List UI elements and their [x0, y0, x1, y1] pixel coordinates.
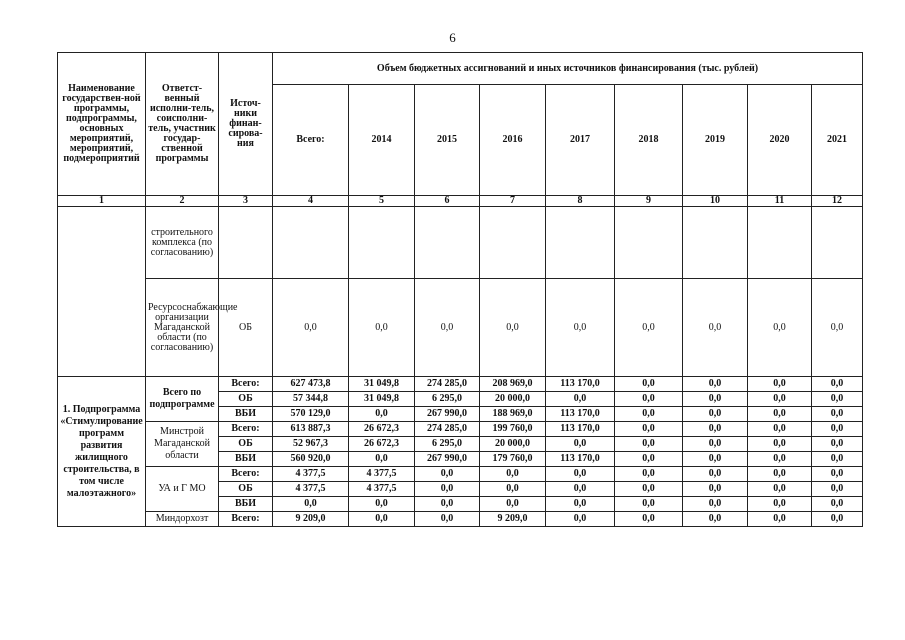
executor-cell: УА и Г МО — [146, 467, 219, 512]
value-cell: 0,0 — [415, 497, 480, 512]
value-cell: 0,0 — [748, 407, 812, 422]
value-cell: 20 000,0 — [480, 392, 546, 407]
table-row — [58, 467, 863, 482]
value-cell: 0,0 — [546, 279, 615, 377]
header-year: 2017 — [546, 85, 615, 196]
value-cell: 560 920,0 — [273, 452, 349, 467]
value-cell: 0,0 — [480, 482, 546, 497]
column-index: 1 — [58, 196, 146, 207]
column-index: 11 — [748, 196, 812, 207]
source-cell: ВБИ — [219, 407, 273, 422]
value-cell — [546, 207, 615, 279]
subprogram-name-cell: 1. Подпрограмма «Стимулирование программ развития жилищного строительства, в том числе малоэтажного» — [58, 377, 146, 527]
value-cell: 0,0 — [748, 377, 812, 392]
value-cell: 0,0 — [812, 279, 863, 377]
value-cell: 6 295,0 — [415, 437, 480, 452]
value-cell: 0,0 — [748, 497, 812, 512]
value-cell — [683, 207, 748, 279]
value-cell: 0,0 — [683, 407, 748, 422]
header-year: 2018 — [615, 85, 683, 196]
column-index: 10 — [683, 196, 748, 207]
header-year: 2016 — [480, 85, 546, 196]
value-cell: 0,0 — [812, 452, 863, 467]
value-cell: 0,0 — [615, 512, 683, 527]
header-budget-group: Объем бюджетных ассигнований и иных источников финансирования (тыс. рублей) — [273, 53, 863, 85]
source-cell — [219, 207, 273, 279]
column-index: 9 — [615, 196, 683, 207]
value-cell: 0,0 — [812, 377, 863, 392]
value-cell: 188 969,0 — [480, 407, 546, 422]
value-cell: 0,0 — [748, 512, 812, 527]
value-cell: 6 295,0 — [415, 392, 480, 407]
value-cell: 0,0 — [812, 497, 863, 512]
value-cell — [480, 207, 546, 279]
value-cell: 0,0 — [415, 279, 480, 377]
table-row — [58, 512, 863, 527]
value-cell: 0,0 — [415, 467, 480, 482]
value-cell: 0,0 — [546, 512, 615, 527]
executor-cell: Миндорхозт — [146, 512, 219, 527]
value-cell: 627 473,8 — [273, 377, 349, 392]
value-cell: 267 990,0 — [415, 407, 480, 422]
value-cell: 0,0 — [683, 422, 748, 437]
value-cell: 0,0 — [748, 422, 812, 437]
value-cell: 0,0 — [615, 482, 683, 497]
value-cell: 4 377,5 — [273, 482, 349, 497]
value-cell: 0,0 — [748, 437, 812, 452]
source-cell: Всего: — [219, 512, 273, 527]
value-cell: 0,0 — [683, 452, 748, 467]
value-cell: 0,0 — [812, 512, 863, 527]
value-cell: 267 990,0 — [415, 452, 480, 467]
value-cell — [415, 207, 480, 279]
value-cell: 4 377,5 — [349, 467, 415, 482]
value-cell: 0,0 — [683, 392, 748, 407]
value-cell — [812, 207, 863, 279]
value-cell: 0,0 — [683, 497, 748, 512]
value-cell: 570 129,0 — [273, 407, 349, 422]
value-cell: 0,0 — [748, 392, 812, 407]
header-total: Всего: — [273, 85, 349, 196]
value-cell: 0,0 — [748, 467, 812, 482]
header-year: 2019 — [683, 85, 748, 196]
value-cell: 4 377,5 — [349, 482, 415, 497]
column-index: 3 — [219, 196, 273, 207]
value-cell: 613 887,3 — [273, 422, 349, 437]
value-cell: 113 170,0 — [546, 452, 615, 467]
source-cell: Всего: — [219, 422, 273, 437]
value-cell: 0,0 — [349, 407, 415, 422]
value-cell: 0,0 — [349, 452, 415, 467]
value-cell: 179 760,0 — [480, 452, 546, 467]
source-cell: Всего: — [219, 377, 273, 392]
value-cell: 0,0 — [812, 482, 863, 497]
table-row — [58, 422, 863, 437]
value-cell: 31 049,8 — [349, 392, 415, 407]
value-cell: 0,0 — [812, 407, 863, 422]
source-cell: ОБ — [219, 437, 273, 452]
value-cell: 0,0 — [546, 437, 615, 452]
value-cell: 208 969,0 — [480, 377, 546, 392]
value-cell: 0,0 — [615, 467, 683, 482]
value-cell: 0,0 — [812, 392, 863, 407]
executor-cell: Ресурсоснабжающие организации Магаданской области (по согласованию) — [146, 279, 219, 377]
value-cell: 57 344,8 — [273, 392, 349, 407]
source-cell: Всего: — [219, 467, 273, 482]
value-cell: 31 049,8 — [349, 377, 415, 392]
value-cell: 199 760,0 — [480, 422, 546, 437]
value-cell: 26 672,3 — [349, 437, 415, 452]
column-index: 7 — [480, 196, 546, 207]
header-year: 2021 — [812, 85, 863, 196]
source-cell: ОБ — [219, 482, 273, 497]
header-year: 2015 — [415, 85, 480, 196]
value-cell: 0,0 — [349, 512, 415, 527]
header-program-name: Наименование государствен-ной программы, подпрограммы, основных мероприятий, мероприятий, подмероприятий — [58, 53, 146, 196]
value-cell: 0,0 — [683, 512, 748, 527]
header-executor: Ответст-венный исполни-тель, соисполни-тель, участник государ-ственной программы — [146, 53, 219, 196]
value-cell — [748, 207, 812, 279]
value-cell: 4 377,5 — [273, 467, 349, 482]
source-cell: ОБ — [219, 392, 273, 407]
header-funding-source: Источ-ники финан-сирова-ния — [219, 53, 273, 196]
value-cell: 0,0 — [615, 422, 683, 437]
value-cell: 0,0 — [349, 279, 415, 377]
value-cell: 20 000,0 — [480, 437, 546, 452]
budget-table — [57, 52, 863, 527]
value-cell: 0,0 — [546, 467, 615, 482]
value-cell: 0,0 — [480, 497, 546, 512]
value-cell: 26 672,3 — [349, 422, 415, 437]
value-cell — [615, 207, 683, 279]
value-cell: 0,0 — [748, 279, 812, 377]
value-cell: 0,0 — [683, 437, 748, 452]
table-row — [58, 377, 863, 392]
value-cell: 0,0 — [273, 279, 349, 377]
source-cell: ОБ — [219, 279, 273, 377]
value-cell: 0,0 — [615, 377, 683, 392]
value-cell: 0,0 — [349, 497, 415, 512]
column-index: 2 — [146, 196, 219, 207]
column-index: 5 — [349, 196, 415, 207]
value-cell: 0,0 — [480, 467, 546, 482]
value-cell: 0,0 — [683, 279, 748, 377]
program-name-cell — [58, 207, 146, 377]
value-cell: 0,0 — [812, 437, 863, 452]
value-cell: 0,0 — [615, 437, 683, 452]
column-index: 8 — [546, 196, 615, 207]
value-cell: 0,0 — [615, 279, 683, 377]
value-cell: 274 285,0 — [415, 422, 480, 437]
table-row — [58, 279, 863, 377]
table-row — [58, 207, 863, 279]
value-cell: 0,0 — [748, 452, 812, 467]
page-number: 6 — [449, 30, 456, 45]
value-cell: 0,0 — [615, 392, 683, 407]
value-cell: 274 285,0 — [415, 377, 480, 392]
column-index: 6 — [415, 196, 480, 207]
value-cell: 0,0 — [546, 497, 615, 512]
executor-cell: Минстрой Магаданской области — [146, 422, 219, 467]
header-year: 2020 — [748, 85, 812, 196]
value-cell: 113 170,0 — [546, 422, 615, 437]
source-cell: ВБИ — [219, 452, 273, 467]
value-cell — [349, 207, 415, 279]
value-cell: 0,0 — [546, 392, 615, 407]
value-cell: 9 209,0 — [273, 512, 349, 527]
column-index: 4 — [273, 196, 349, 207]
value-cell: 0,0 — [546, 482, 615, 497]
value-cell: 0,0 — [615, 407, 683, 422]
value-cell: 0,0 — [415, 512, 480, 527]
source-cell: ВБИ — [219, 497, 273, 512]
column-index-row — [58, 196, 863, 207]
value-cell: 0,0 — [812, 422, 863, 437]
value-cell: 0,0 — [615, 497, 683, 512]
value-cell: 113 170,0 — [546, 377, 615, 392]
value-cell: 52 967,3 — [273, 437, 349, 452]
value-cell: 0,0 — [415, 482, 480, 497]
value-cell: 0,0 — [273, 497, 349, 512]
value-cell: 0,0 — [812, 467, 863, 482]
executor-cell: строительного комплекса (по согласованию) — [146, 207, 219, 279]
value-cell: 9 209,0 — [480, 512, 546, 527]
value-cell: 0,0 — [683, 482, 748, 497]
value-cell: 0,0 — [748, 482, 812, 497]
value-cell: 0,0 — [683, 467, 748, 482]
column-index: 12 — [812, 196, 863, 207]
executor-cell: Всего по подпрограмме — [146, 377, 219, 422]
value-cell: 0,0 — [480, 279, 546, 377]
value-cell: 113 170,0 — [546, 407, 615, 422]
header-year: 2014 — [349, 85, 415, 196]
value-cell — [273, 207, 349, 279]
value-cell: 0,0 — [683, 377, 748, 392]
value-cell: 0,0 — [615, 452, 683, 467]
